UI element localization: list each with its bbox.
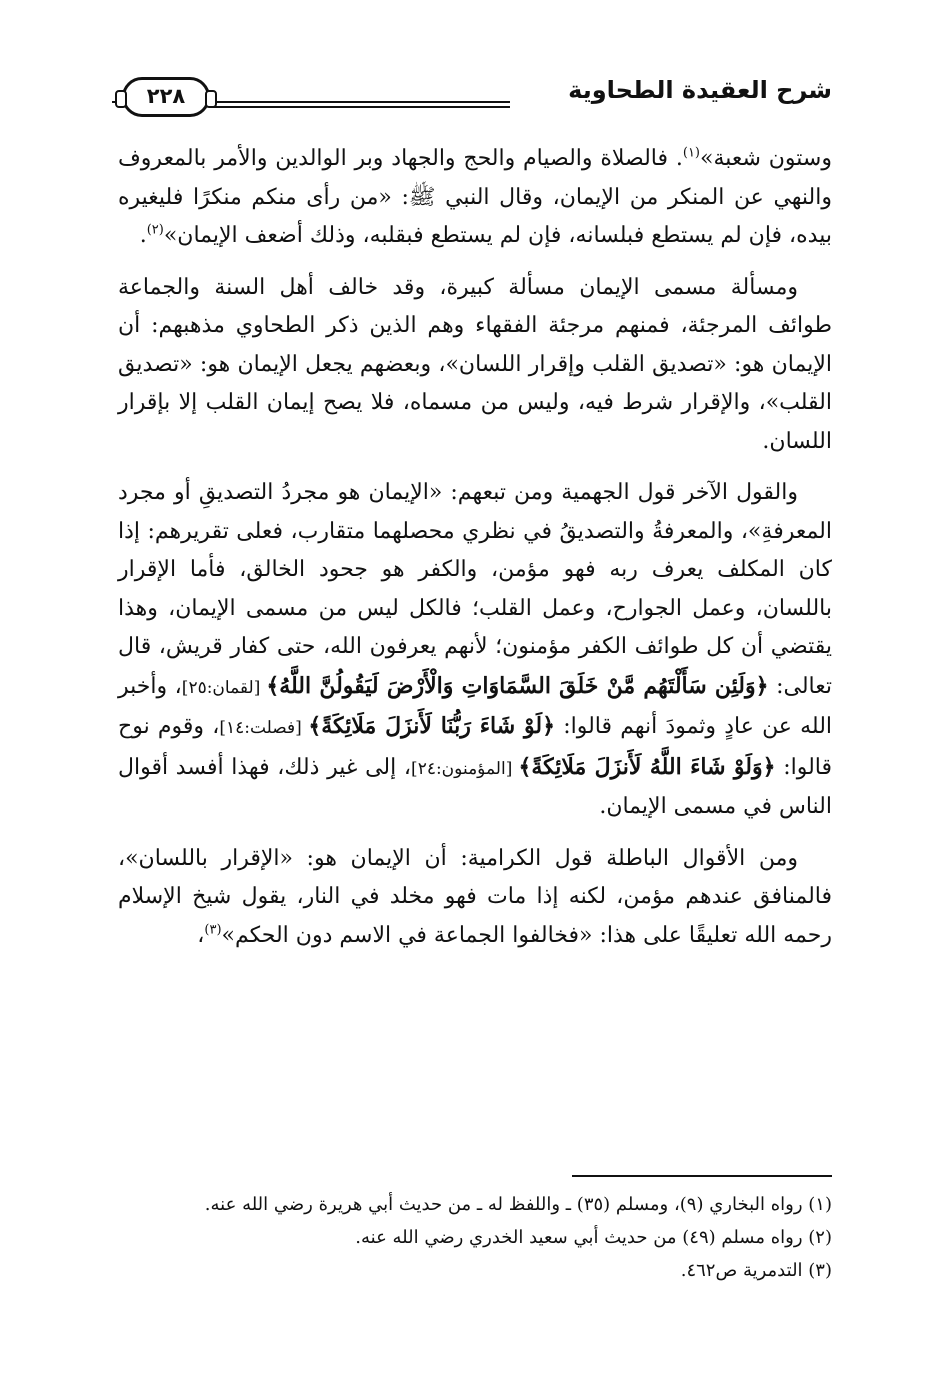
paragraph-2 (118, 269, 832, 462)
footnote-separator (572, 1175, 832, 1177)
paragraph-1 (118, 140, 832, 256)
text-segment: ، وأخبر الله عن عادٍ وثمودَ أنهم قالوا: (118, 673, 833, 739)
text-segment: . فالصلاة والصيام والحج والجهاد وبر الوالدين والأمر بالمعروف والنهي عن المنكر من الإيمان، وقال النبي ﷺ: «من رأى منكم منكرًا فليغيره بيده، فإن لم يستطع فبلسانه، فإن لم يستطع فبقلبه، وذلك أضعف الإيمان» (118, 146, 832, 248)
text-segment: ومن الأقوال الباطلة قول الكرامية: أن الإيمان هو: «الإقرار باللسان»، فالمنافق عندهم مؤمن، لكنه إذا مات فهو مخلد في النار، يقول شيخ الإسلام رحمه الله تعليقًا على هذا: «فخالفوا الجماعة في الاسم دون الحكم» (118, 845, 832, 948)
quran-verse: ﴿لَوْ شَاءَ رَبُّنَا لَأَنزَلَ مَلَائِكَةً﴾ (308, 713, 556, 739)
footnote-marker: (٣) (204, 922, 222, 938)
footnote-marker: (١) (682, 145, 700, 161)
text-segment: وستون شعبة» (700, 146, 832, 171)
verse-reference: [المؤمنون:٢٤] (411, 758, 519, 779)
header-rule-second (212, 106, 510, 108)
footnote-1: (١) رواه البخاري (٩)، ومسلم (٣٥) ـ واللفظ له ـ من حديث أبي هريرة رضي الله عنه. (204, 1194, 832, 1215)
text-segment: ، (197, 922, 205, 948)
text-segment: . (139, 223, 147, 248)
text-segment: والقول الآخر قول الجهمية ومن تبعهم: «الإيمان هو مجردُ التصديقِ أو مجرد المعرفةِ»، والمعرفةُ والتصديقُ في نظري محصلهما متقارب، فعلى تقريرهم: إذا كان المكلف يعرف ربه فهو مؤمن، والكفر هو جحود الخالق، فأما الإقرار باللسان، وعمل الجوارح، وعمل القلب؛ فالكل ليس من مسمى الإيمان، وهذا يقتضي أن كل طوائف الكفر مؤمنون؛ لأنهم يعرفون الله، حتى كفار قريش، قال تعالى: (118, 480, 832, 699)
footnote-3: (٣) التدمرية ص٤٦٢. (680, 1260, 832, 1281)
verse-reference: [لقمان:٢٥] (181, 677, 267, 698)
page-number: ٢٢٨ (146, 84, 186, 108)
text-segment: ومسألة مسمى الإيمان مسألة كبيرة، وقد خالف أهل السنة والجماعة طوائف المرجئة، فمنهم مرجئة الفقهاء وهم الذين ذكر الطحاوي مذهبهم: أن الإيمان هو: «تصديق القلب وإقرار اللسان»، وبعضهم يجعل الإيمان هو: «تصديق القلب»، والإقرار شرط فيه، وليس من مسماه، فلا يصح إيمان القلب إلا بإقرار اللسان. (118, 274, 832, 454)
header-rule (212, 101, 510, 103)
footnote-marker: (٢) (146, 222, 164, 238)
running-title: شرح العقيدة الطحاوية (568, 76, 832, 104)
verse-reference: [فصلت:١٤] (219, 718, 309, 738)
footnote-2: (٢) رواه مسلم (٤٩) من حديث أبي سعيد الخدري رضي الله عنه. (355, 1227, 832, 1248)
paragraph-3 (118, 474, 832, 827)
paragraph-4 (118, 840, 832, 956)
text-segment: ، وقوم نوح قالوا: (118, 714, 833, 780)
text-segment: ، إلى غير ذلك، فهذا أفسد أقوال الناس في مسمى الإيمان. (118, 754, 832, 819)
footnotes (118, 1188, 832, 1287)
quran-verse: ﴿وَلَئِن سَأَلْتَهُم مَّنْ خَلَقَ السَّمَاوَاتِ وَالْأَرْضَ لَيَقُولُنَّ اللَّهُ﴾ (266, 672, 769, 699)
page-number-frame (122, 77, 210, 117)
main-text (118, 140, 832, 968)
page-header (118, 62, 832, 124)
quran-verse: ﴿وَلَوْ شَاءَ اللَّهُ لَأَنزَلَ مَلَائِكَةً﴾ (518, 753, 776, 780)
